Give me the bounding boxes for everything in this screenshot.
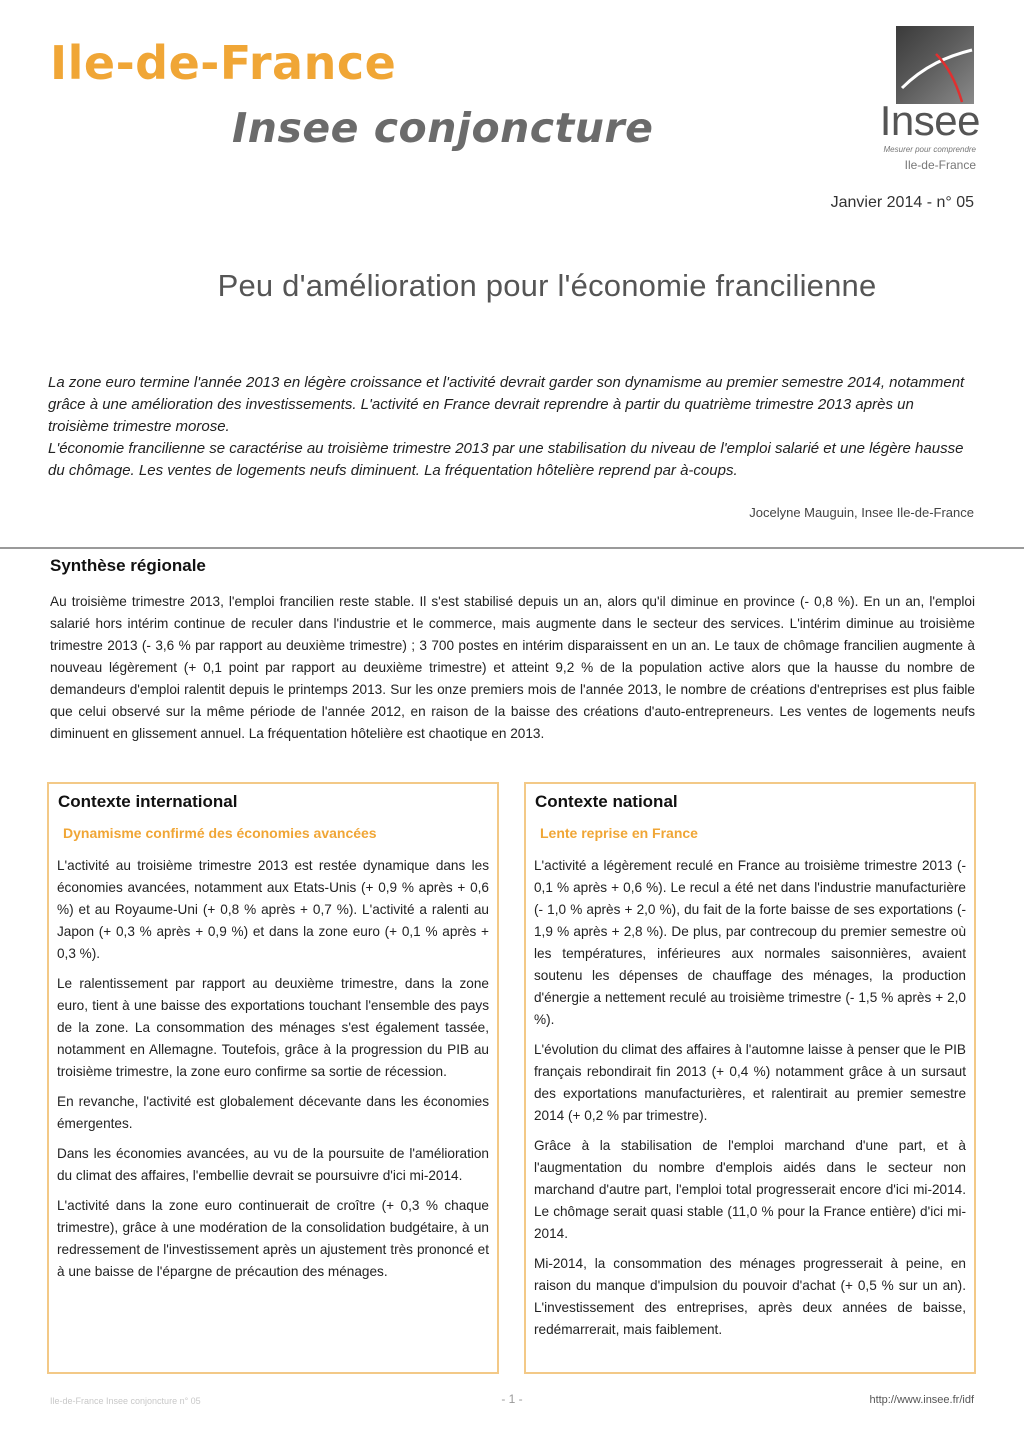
- box-paragraph: Dans les économies avancées, au vu de la poursuite de l'amélioration du climat des affaires, l'embellie devrait se poursuivre d'ici mi-2014.: [57, 1146, 489, 1183]
- box-paragraph: L'activité dans la zone euro continuerait de croître (+ 0,3 % chaque trimestre), grâce à une modération de la consolidation budgétaire, à un redressement de l'investissement après un ajustement très prononcé et à une baisse de l'épargne de précaution des ménages.: [57, 1198, 489, 1279]
- issue-date: Janvier 2014 - n° 05: [830, 194, 974, 211]
- section-divider: [0, 547, 1024, 549]
- synthese-heading: Synthèse régionale: [50, 556, 206, 575]
- publication-series-title: Insee conjoncture: [232, 104, 654, 152]
- page-number: - 1 -: [501, 1392, 523, 1406]
- abstract-paragraph: L'économie francilienne se caractérise au troisième trimestre 2013 par une stabilisation du niveau de l'emploi salarié et une légère hausse du chômage. Les ventes de logements neufs diminuent. La fréquentation hôtelière reprend par à-coups.: [48, 440, 964, 479]
- box-paragraph: L'évolution du climat des affaires à l'automne laisse à penser que le PIB français rebondirait fin 2013 (+ 0,4 %) notamment grâce à un sursaut des exportations manufacturières, et ralentirait au premier semestre 2014 (+ 0,2 % par trimestre).: [534, 1042, 966, 1123]
- national-context-subheading: Lente reprise en France: [540, 825, 698, 841]
- box-paragraph: Mi-2014, la consommation des ménages progresserait à peine, en raison du manque d'impulsion du pouvoir d'achat (+ 0,5 % sur un an). L'investissement des entreprises, après deux années de baisse, redémarrerait, mais faiblement.: [534, 1256, 966, 1337]
- abstract-paragraph: La zone euro termine l'année 2013 en légère croissance et l'activité devrait garder son dynamisme au premier semestre 2014, notamment grâce à une amélioration des investissements. L'activité en France devrait reprendre à partir du quatrième trimestre 2013 après un troisième trimestre morose.: [48, 374, 965, 435]
- document-title: Peu d'amélioration pour l'économie francilienne: [217, 268, 877, 303]
- international-context-subheading: Dynamisme confirmé des économies avancées: [63, 825, 377, 841]
- international-context-heading: Contexte international: [58, 792, 238, 811]
- insee-logo[interactable]: [856, 22, 980, 182]
- box-paragraph: Grâce à la stabilisation de l'emploi marchand d'une part, et à l'augmentation du nombre d'emplois aidés dans le secteur non marchand d'autre part, l'emploi total progresserait encore d'ici mi-2014. Le chômage serait quasi stable (11,0 % pour la France entière) d'ici mi-2014.: [534, 1138, 966, 1241]
- footer-publication: Ile-de-France Insee conjoncture n° 05: [50, 1396, 201, 1406]
- box-paragraph: Le ralentissement par rapport au deuxième trimestre, dans la zone euro, tient à une baisse des exportations touchant l'ensemble des pays de la zone. La consommation des ménages s'est également tassée, notamment en Allemagne. Toutefois, grâce à la progression du PIB au troisième trimestre, la zone euro confirme sa sortie de récession.: [57, 976, 489, 1079]
- author-credit: Jocelyne Mauguin, Insee Ile-de-France: [749, 505, 974, 520]
- synthese-text: Au troisième trimestre 2013, l'emploi francilien reste stable. Il s'est stabilisé depuis un an, alors qu'il diminue en province (- 0,8 %). En un an, l'emploi salarié hors intérim continue de reculer dans l'industrie et le commerce, mais augmente dans le secteur des services. L'intérim diminue au troisième trimestre 2013 (- 3,6 % par rapport au deuxième trimestre) ; 3 700 postes en intérim disparaissent en un an. Le taux de chômage francilien augmente à nouveau légèrement (+ 0,1 point par rapport au deuxième trimestre) et atteint 9,2 % de la population active alors que la hausse du nombre de demandeurs d'emploi ralentit depuis le printemps 2013. Sur les onze premiers mois de l'année 2013, le nombre de créations d'entreprises est plus faible que celui observé sur la même période de l'année 2012, en raison de la baisse des créations d'auto-entrepreneurs. Les ventes de logements neufs diminuent en glissement annuel. La fréquentation hôtelière est chaotique en 2013.: [50, 594, 975, 741]
- insee-logo-word: Insee: [879, 97, 980, 144]
- insee-logo-tagline: Mesurer pour comprendre: [883, 145, 976, 154]
- box-paragraph: L'activité a légèrement reculé en France au troisième trimestre 2013 (- 0,1 % après + 0,6 %). Le recul a été net dans l'industrie manufacturière (- 1,0 % après + 2,0 %), du fait de la forte baisse de ses exportations (- 1,9 % après + 2,8 %). De plus, par contrecoup du premier semestre où les températures, inférieures aux normales saisonnières, avaient soutenu les dépenses de chauffage des ménages, la production d'énergie a nettement reculé au troisième trimestre (- 1,5 % après + 2,0 %).: [534, 858, 966, 1027]
- box-paragraph: L'activité au troisième trimestre 2013 est restée dynamique dans les économies avancées, notamment aux Etats-Unis (+ 0,9 % après + 0,6 %) et au Royaume-Uni (+ 0,8 % après + 0,7 %). L'activité a ralenti au Japon (+ 0,3 % après + 0,9 %) et dans la zone euro (+ 0,1 % après + 0,3 %).: [57, 858, 489, 961]
- insee-logo-mark-icon: [896, 26, 974, 104]
- national-context-box: [524, 782, 976, 1374]
- footer-url-link[interactable]: http://www.insee.fr/idf: [869, 1394, 974, 1406]
- region-title: Ile-de-France: [50, 36, 397, 90]
- abstract: [48, 372, 974, 482]
- national-context-heading: Contexte national: [535, 792, 678, 811]
- international-context-box: [47, 782, 499, 1374]
- insee-logo-region: Ile-de-France: [904, 158, 976, 172]
- box-paragraph: En revanche, l'activité est globalement décevante dans les économies émergentes.: [57, 1094, 489, 1131]
